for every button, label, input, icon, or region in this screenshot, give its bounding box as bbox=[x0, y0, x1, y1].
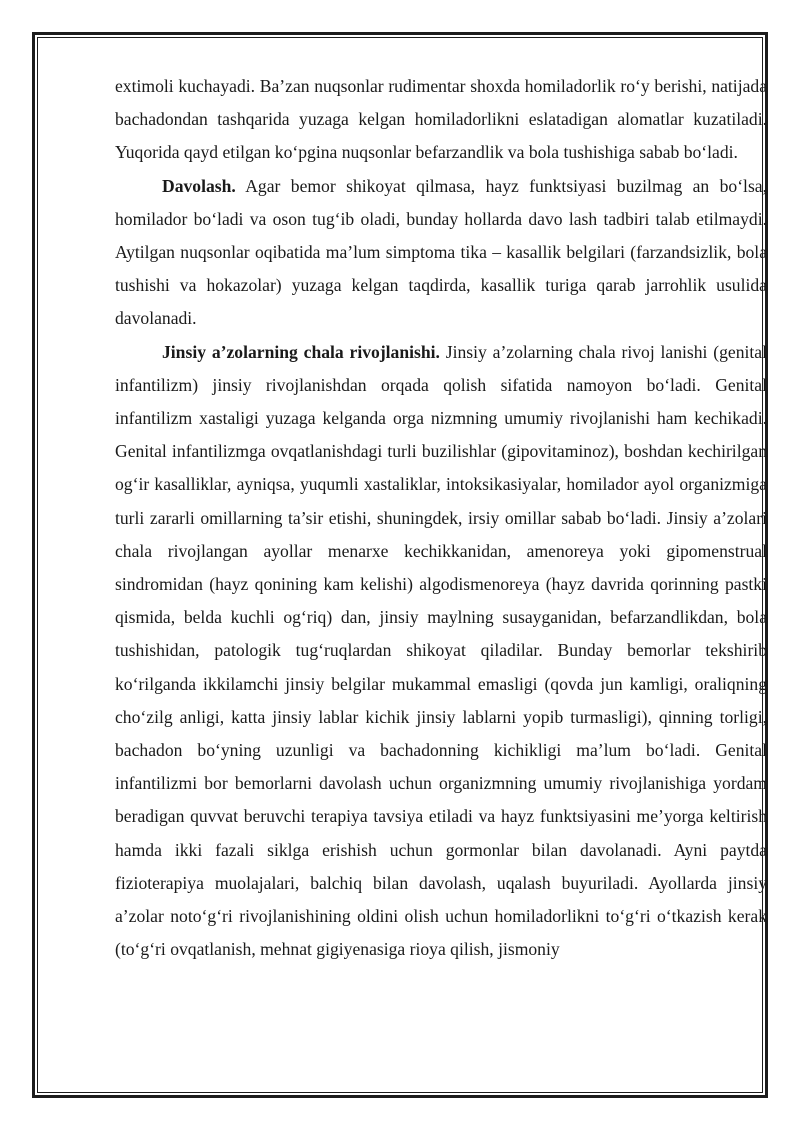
paragraph-infantilism bbox=[115, 336, 767, 967]
section-heading-infantilism: Jinsiy a’zolarning chala rivojlanishi. bbox=[162, 341, 440, 362]
paragraph-continuation bbox=[115, 70, 767, 170]
paragraph-treatment bbox=[115, 170, 767, 336]
section-heading-treatment: Davolash. bbox=[162, 175, 236, 196]
paragraph-text: Agar bemor shikoyat qilmasa, hayz funktsiyasi buzilmag an bo‘lsa, homilador bo‘ladi va oson tug‘ib oladi, bunday hollarda davo lash tadbiri talab etilmaydi. Aytilgan nuqsonlar oqibatida ma’lum simptoma tika – kasallik belgilari (farzandsizlik, bola tushishi va hokazolar) yuzaga kelgan taqdirda, kasallik turiga qarab jarrohlik usulida davolanadi. bbox=[115, 175, 767, 329]
paragraph-text: Jinsiy a’zolarning chala rivoj lanishi (genital infantilizm) jinsiy rivojlanishdan orqada qolish sifatida namoyon bo‘ladi. Genital infantilizm xastaligi yuzaga kelganda orga nizmning umumiy rivojlanishi ham kechikadi. Genital infantilizmga ovqatlanishdagi turli buzilishlar (gipovitaminoz), boshdan kechirilgan og‘ir kasalliklar, ayniqsa, yuqumli xastaliklar, intoksikasiyalar, homilador ayol organizmiga turli zararli omillarning ta’sir etishi, shuningdek, irsiy omillar sabab bo‘ladi. Jinsiy a’zolari chala rivojlangan ayollar menarxe kechikkanidan, amenoreya yoki gipomenstrual sindromidan (hayz qonining kam kelishi) algodismenoreya (hayz davrida qorinning pastki qismida, belda kuchli og‘riq) dan, jinsiy maylning susayganidan, befarzandlikdan, bola tushishidan, patologik tug‘ruqlardan shikoyat qiladilar. Bunday bemorlar tekshirib ko‘rilganda ikkilamchi jinsiy belgilar mukammal emasligi (qovda jun kamligi, oraliqning cho‘zilg anligi, katta jinsiy lablar kichik jinsiy lablarni yopib turmasligi), qinning torligi, bachadon bo‘yning uzunligi va bachadonning kichikligi ma’lum bo‘ladi. Genital infantilizmi bor bemorlarni davolash uchun organizmning umumiy rivojlanishiga yordam beradigan quvvat beruvchi terapiya tavsiya etiladi va hayz funktsiyasini me’yorga keltirish hamda ikki fazali siklga erishish uchun gormonlar bilan davolanadi. Ayni paytda fizioterapiya muolajalari, balchiq bilan davolash, uqalash buyuriladi. Ayollarda jinsiy a’zolar noto‘g‘ri rivojlanishining oldini olish uchun homiladorlikni to‘g‘ri o‘tkazish kerak (to‘g‘ri ovqatlanish, mehnat gigiyenasiga rioya qilish, jismoniy bbox=[115, 341, 767, 960]
paragraph-text: extimoli kuchayadi. Ba’zan nuqsonlar rudimentar shoxda homiladorlik ro‘y berishi, natijada bachadondan tashqarida yuzaga kelgan homiladorlikni eslatadigan alomatlar kuzatiladi. Yuqorida qayd etilgan ko‘pgina nuqsonlar befarzandlik va bola tushishiga sabab bo‘ladi. bbox=[115, 76, 767, 163]
document-body bbox=[115, 70, 767, 966]
